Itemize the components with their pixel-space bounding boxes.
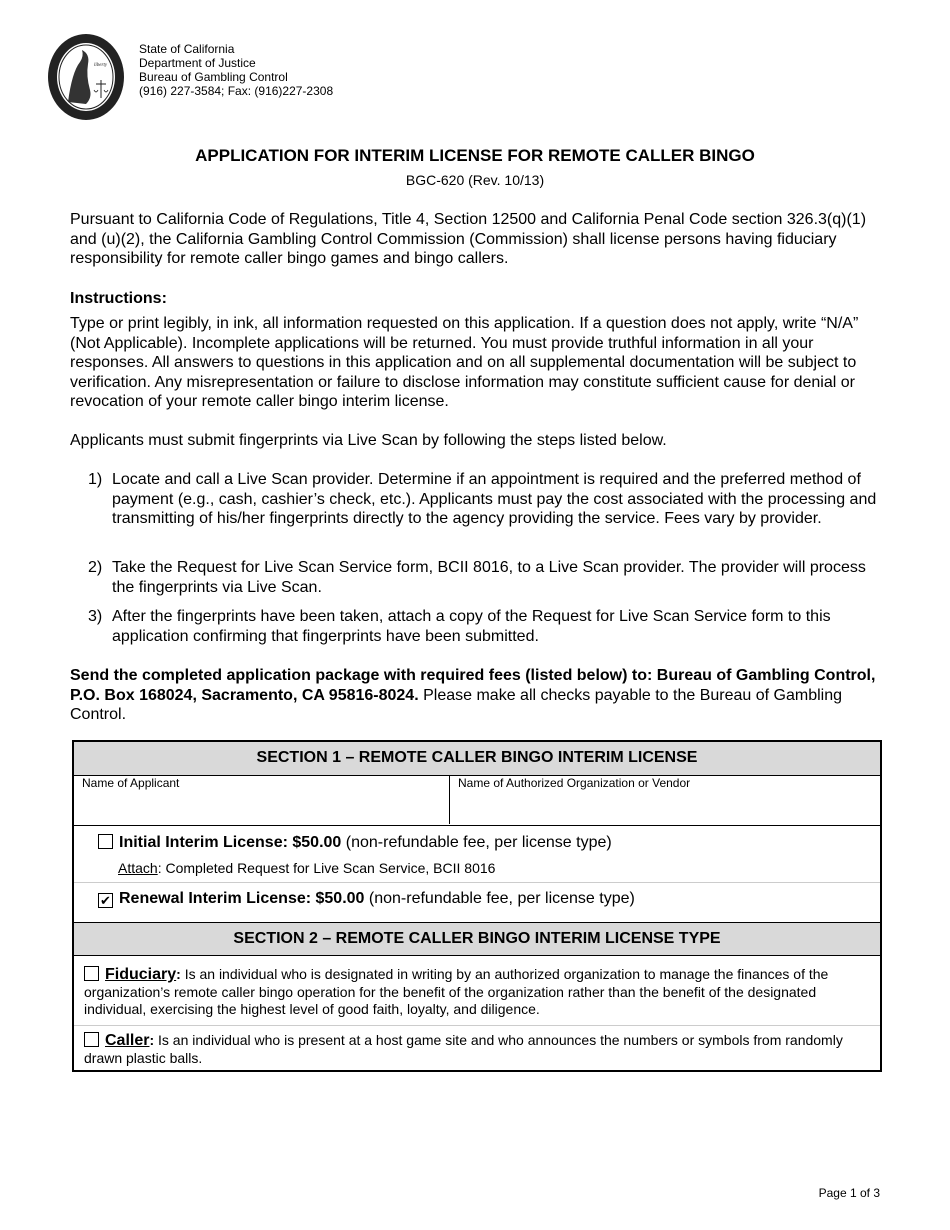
initial-license-checkbox[interactable] <box>98 834 113 849</box>
agency-line: Department of Justice <box>139 56 256 70</box>
caller-checkbox[interactable] <box>84 1032 99 1047</box>
step-number: 2) <box>88 559 103 576</box>
initial-license-note: (non-refundable fee, per license type) <box>341 834 612 851</box>
renewal-license-label: Renewal Interim License: $50.00 <box>119 890 365 907</box>
divider <box>74 1025 880 1026</box>
agency-line: State of California <box>139 42 235 56</box>
checkmark-icon: ✔ <box>100 893 111 908</box>
fiduciary-checkbox[interactable] <box>84 966 99 981</box>
page-number: Page 1 of 3 <box>818 1186 880 1200</box>
applicant-name-field[interactable] <box>74 776 450 824</box>
payment-note: Please make all checks payable to the Bureau of Gambling Control. <box>70 686 843 723</box>
step-number: 3) <box>88 608 103 625</box>
step-text: After the fingerprints have been taken, attach a copy of the Request for Live Scan Service form to this application confirming that fingerprints have been submitted. <box>112 608 831 645</box>
live-scan-intro: Applicants must submit fingerprints via Live Scan by following the steps listed below. <box>70 432 667 449</box>
divider <box>74 825 880 826</box>
state-seal-logo <box>46 32 126 122</box>
term-colon: : <box>176 966 181 982</box>
attach-label: Attach <box>118 860 158 876</box>
seal-motto: liberty <box>94 63 108 68</box>
document-title: APPLICATION FOR INTERIM LICENSE FOR REMOTE CALLER BINGO <box>195 146 755 165</box>
license-form <box>72 740 882 1072</box>
applicant-name-label: Name of Applicant <box>82 776 180 790</box>
renewal-license-note: (non-refundable fee, per license type) <box>364 890 635 907</box>
section-2-heading: SECTION 2 – REMOTE CALLER BINGO INTERIM LICENSE TYPE <box>74 922 880 956</box>
organization-name-label: Name of Authorized Organization or Vendor <box>458 776 691 790</box>
agency-line: (916) 227-3584; Fax: (916)227-2308 <box>139 84 334 98</box>
mailing-instructions <box>70 666 885 725</box>
intro-paragraph: Pursuant to California Code of Regulations, Title 4, Section 12500 and California Penal Code section 326.3(q)(1) and (u)(2), the California Gambling Control Commission (Commission) shall license persons having fiduciary responsibility for remote caller bingo games and bingo callers. <box>70 211 867 267</box>
section-1-heading: SECTION 1 – REMOTE CALLER BINGO INTERIM LICENSE <box>74 742 880 776</box>
step-text: Locate and call a Live Scan provider. Determine if an appointment is required and the preferred method of payment (e.g., cash, cashier’s check, etc.). Applicants must pay the cost associated with the processing and transmitting of his/her fingerprints directly to the agency providing the service. Fees vary by provider. <box>112 471 877 527</box>
form-number: BGC-620 (Rev. 10/13) <box>405 172 545 188</box>
step-text: Take the Request for Live Scan Service form, BCII 8016, to a Live Scan provider. The provider will process the fingerprints via Live Scan. <box>112 559 866 596</box>
list-item <box>88 558 888 597</box>
agency-line: Bureau of Gambling Control <box>139 70 288 84</box>
initial-license-label: Initial Interim License: $50.00 <box>119 834 342 851</box>
divider <box>74 882 880 883</box>
list-item <box>88 470 888 529</box>
mailing-address: Send the completed application package with required fees (listed below) to: Bureau of Gambling Control, P.O. Box 168024, Sacramento, CA 95816-8024. <box>70 667 876 704</box>
agency-address <box>139 42 333 98</box>
renewal-license-checkbox[interactable] <box>98 893 113 908</box>
instructions-paragraph: Type or print legibly, in ink, all information requested on this application. If a question does not apply, write “N/A” (Not Applicable). Incomplete applications will be returned. You must provide truthful information in all your responses. All answers to questions in this application and on all supplemental documentation will be subject to verification. Any misrepresentation or failure to disclose information may constitute sufficient cause for denial or revocation of your remote caller bingo interim license. <box>70 315 859 410</box>
caller-definition: Is an individual who is present at a host game site and who announces the numbers or symbols from randomly drawn plastic balls. <box>84 1032 843 1066</box>
term-colon: : <box>149 1032 155 1048</box>
caller-option <box>84 1032 874 1067</box>
fiduciary-definition: Is an individual who is designated in writing by an authorized organization to manage the finances of the organization’s remote caller bingo operation for the benefit of the organization rather than the benefit of the designated individual, exercising the highest level of good faith, loyalty, and diligence. <box>84 966 829 1017</box>
instructions-heading: Instructions: <box>70 290 167 307</box>
organization-name-field[interactable] <box>450 776 880 824</box>
list-item <box>88 607 888 646</box>
step-number: 1) <box>88 471 103 488</box>
caller-term: Caller <box>105 1032 150 1049</box>
fiduciary-term: Fiduciary <box>105 966 177 983</box>
attach-text: : Completed Request for Live Scan Service, BCII 8016 <box>157 860 496 876</box>
fiduciary-option <box>84 966 874 1019</box>
